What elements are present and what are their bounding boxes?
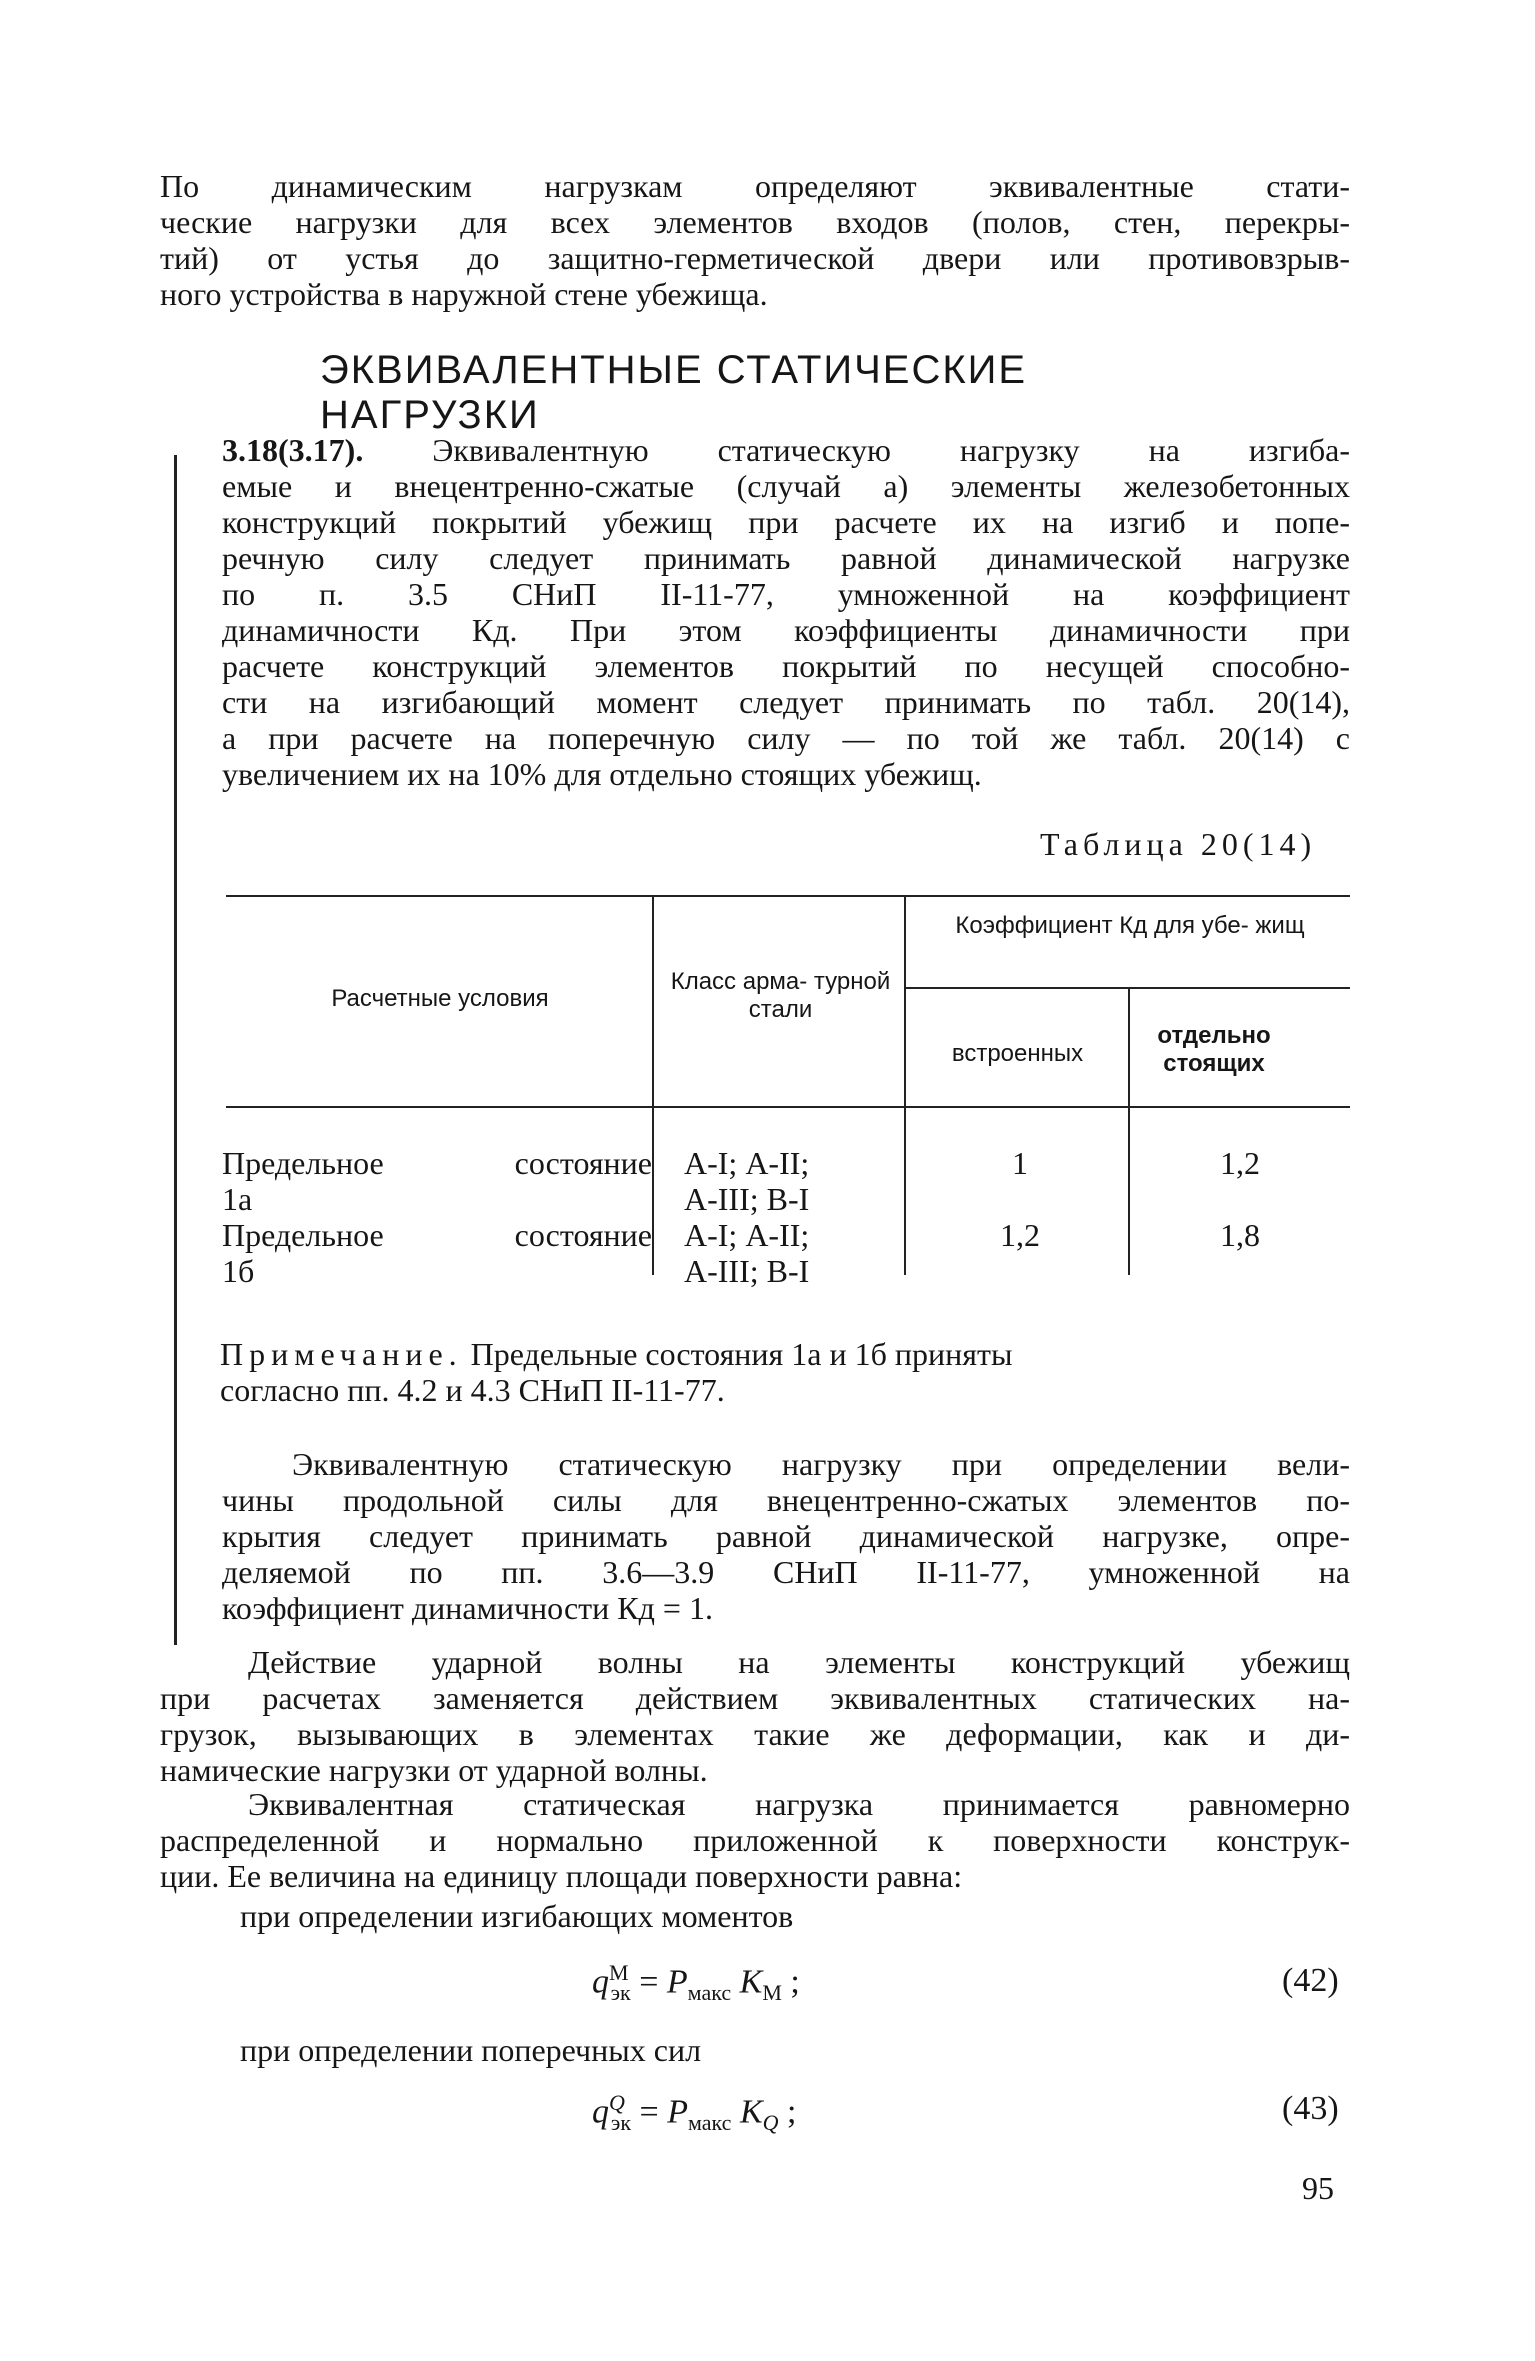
formula-p-sub: макс — [687, 1980, 732, 2006]
header-conditions: Расчетные условия — [331, 985, 549, 1012]
freestanding-value: 1,2 — [1220, 1145, 1260, 1181]
formula-q: q — [592, 2093, 609, 2131]
formula-k-sub: Q — [762, 2110, 779, 2136]
formula-k: K — [739, 2093, 763, 2131]
text-line: грузок, вызывающих в элементах такие же деформации, как и ди- — [160, 1716, 1350, 1752]
note-line — [220, 1336, 1350, 1372]
header-coefficient-group: Коэффициент Кд для убе- жищ — [955, 912, 1305, 939]
formula-p: P — [667, 2093, 688, 2131]
formula-sup: М — [609, 1960, 629, 1985]
formula-sub: эк — [610, 1980, 631, 2006]
table-note — [220, 1336, 1350, 1408]
moments-label: при определении изгибающих моментов — [240, 1898, 794, 1934]
steel-cell — [684, 1217, 809, 1289]
text-line: а при расчете на поперечную силу — по той же табл. 20(14) с — [222, 720, 1350, 756]
freestanding-value: 1,8 — [1220, 1217, 1260, 1253]
axial-force-paragraph — [222, 1446, 1350, 1626]
condition-state: состояние — [514, 1145, 652, 1181]
table-top-rule — [226, 895, 1350, 897]
text-line: коэффициент динамичности Кд = 1. — [222, 1590, 713, 1626]
formula-p: P — [666, 1963, 688, 2001]
text-line: намические нагрузки от ударной волны. — [160, 1752, 708, 1788]
intro-paragraph — [160, 168, 1350, 312]
steel-line: А-III; В-I — [684, 1253, 810, 1289]
condition-word: Предельное — [222, 1217, 384, 1253]
page-number: 95 — [1302, 2170, 1334, 2206]
text-line: чины продольной силы для внецентренно-сжатых элементов по- — [222, 1482, 1350, 1518]
note-line: согласно пп. 4.2 и 4.3 СНиП II-11-77. — [220, 1372, 725, 1408]
note-text: Предельные состояния 1а и 1б приняты — [470, 1336, 1013, 1372]
header-freestanding: отдельно стоящих — [1157, 1022, 1271, 1077]
text-line: Эквивалентную статическую нагрузку при определении вели- — [292, 1446, 1350, 1482]
table-col-divider — [652, 895, 654, 1275]
table-col-divider — [1128, 989, 1130, 1275]
text-line: по п. 3.5 СНиП II-11-77, умноженной на коэффициент — [222, 576, 1350, 612]
table-col-divider — [904, 895, 906, 1275]
text-line: ции. Ее величина на единицу площади поверхности равна: — [160, 1858, 963, 1894]
section-heading: ЭКВИВАЛЕНТНЫЕ СТАТИЧЕСКИЕ НАГРУЗКИ — [320, 348, 1028, 437]
note-line-content — [220, 1336, 1012, 1372]
header-built-in: встроенных — [951, 1040, 1084, 1067]
formula-semicolon: ; — [790, 1963, 800, 2001]
text-line: крытия следует принимать равной динамической нагрузке, опре- — [222, 1518, 1350, 1554]
text-line: сти на изгибающий момент следует принимать по табл. 20(14), — [222, 684, 1350, 720]
formula-equals: = — [639, 1963, 659, 2001]
equation-number: (42) — [1282, 1962, 1339, 1999]
clause-first-line: Эквивалентную статическую нагрузку на изгиба- — [432, 432, 1350, 468]
condition-state: состояние — [514, 1217, 652, 1253]
text-line: емые и внецентренно-сжатые (случай а) элементы железобетонных — [222, 468, 1350, 504]
text-line: тий) от устья до защитно-герметической двери или противовзрыв- — [160, 240, 1350, 276]
shear-label: при определении поперечных сил — [240, 2032, 702, 2068]
text-line: Действие ударной волны на элементы конструкций убежищ — [248, 1644, 1350, 1680]
formula-42 — [592, 1960, 800, 2006]
text-line: деляемой по пп. 3.6—3.9 СНиП II-11-77, умноженной на — [222, 1554, 1350, 1590]
condition-word: Предельное — [222, 1145, 384, 1181]
text-line: Эквивалентная статическая нагрузка принимается равномерно — [248, 1786, 1350, 1822]
text-line: ческие нагрузки для всех элементов входов (полов, стен, перекры- — [160, 204, 1350, 240]
text-line: распределенной и нормально приложенной к поверхности конструк- — [160, 1822, 1350, 1858]
condition-cell — [222, 1145, 652, 1181]
text-line: ного устройства в наружной стене убежища. — [160, 276, 768, 312]
condition-index: 1а — [222, 1181, 253, 1217]
table-caption: Таблица 20(14) — [1040, 826, 1317, 862]
header-steel-class: Класс арма- турной стали — [670, 968, 891, 1023]
uniform-load-paragraph — [160, 1786, 1350, 1894]
clause-number: 3.18(3.17). — [222, 432, 364, 468]
condition-index: 1б — [222, 1253, 255, 1289]
text-line — [222, 432, 1350, 468]
text-line: при расчетах заменяется действием эквивалентных статических на- — [160, 1680, 1350, 1716]
formula-q: q — [592, 1963, 609, 2001]
text-line: конструкций покрытий убежищ при расчете их на изгиб и попе- — [222, 504, 1350, 540]
text-line: По динамическим нагрузкам определяют эквивалентные стати- — [160, 168, 1350, 204]
text-line: расчете конструкций элементов покрытий по несущей способно- — [222, 648, 1350, 684]
text-line: речную силу следует принимать равной динамической нагрузке — [222, 540, 1350, 576]
table-row — [222, 1217, 652, 1289]
shock-wave-paragraph — [160, 1644, 1350, 1788]
formula-p-sub: макс — [688, 2110, 732, 2136]
formula-semicolon: ; — [787, 2093, 797, 2131]
note-label: Примечание. — [220, 1336, 463, 1372]
margin-change-bar — [174, 455, 177, 1645]
formula-sub: эк — [610, 2110, 632, 2136]
formula-k: K — [739, 1963, 763, 2001]
text-line: увеличением их на 10% для отдельно стоящих убежищ. — [222, 756, 982, 792]
text-line: динамичности Кд. При этом коэффициенты динамичности при — [222, 612, 1350, 648]
formula-equals: = — [639, 2093, 659, 2131]
steel-line: А-I; А-II; — [684, 1145, 810, 1181]
built-in-value: 1 — [1012, 1145, 1028, 1181]
built-in-value: 1,2 — [1000, 1217, 1040, 1253]
condition-cell — [222, 1217, 652, 1253]
table-header-rule — [226, 1106, 1350, 1108]
steel-line: А-I; А-II; — [684, 1217, 810, 1253]
equation-number: (43) — [1282, 2090, 1339, 2127]
table-row — [222, 1145, 652, 1217]
steel-cell — [684, 1145, 809, 1217]
steel-line: А-III; В-I — [684, 1181, 810, 1217]
formula-sup: Q — [609, 2090, 625, 2115]
formula-k-sub: М — [762, 1980, 782, 2006]
formula-43 — [592, 2090, 796, 2136]
clause-318-paragraph — [222, 432, 1350, 792]
